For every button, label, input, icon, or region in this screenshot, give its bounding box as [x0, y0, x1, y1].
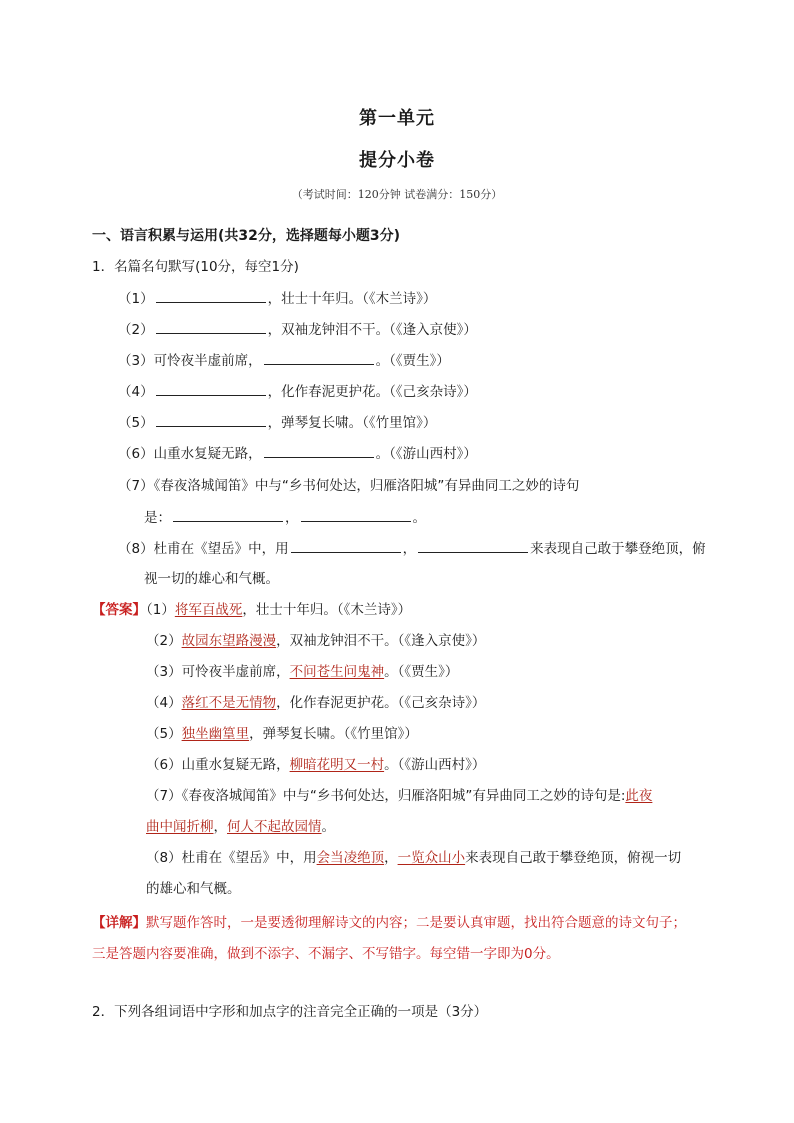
answer-line-8 — [146, 848, 681, 868]
answer-blank[interactable] — [301, 507, 411, 522]
answer-prefix: （5） — [146, 726, 182, 742]
answer-text: 不问苍生问鬼神 — [289, 664, 385, 680]
item-suffix: 来表现自己敢于攀登绝顶，俯 — [530, 541, 706, 557]
answer-suffix: ，双袖龙钟泪不干。（《逢入京使》） — [276, 633, 486, 649]
answer-text: 独坐幽篁里 — [181, 726, 250, 742]
detail-line-1 — [92, 913, 686, 933]
answer-prefix: （8）杜甫在《望岳》中，用 — [146, 850, 317, 866]
item-prefix: （4） — [118, 384, 154, 400]
answer-text: 曲中闻折柳 — [146, 819, 214, 835]
q1-item-5 — [118, 412, 436, 433]
answer-separator: ， — [213, 819, 227, 835]
item-suffix: 。（《游山西村》） — [375, 446, 477, 462]
item-prefix: （3）可怜夜半虚前席， — [118, 353, 262, 369]
q1-item-8-line1 — [118, 538, 706, 559]
answer-text: 此夜 — [625, 788, 653, 804]
answer-text: 故园东望路漫漫 — [181, 633, 277, 649]
answer-suffix: ，壮士十年归。（《木兰诗》） — [242, 602, 412, 618]
answer-text: 一览众山小 — [397, 850, 466, 866]
q1-item-2 — [118, 319, 477, 340]
answer-line-1 — [92, 600, 411, 620]
answer-suffix: 。（《贾生》） — [384, 664, 459, 680]
item-suffix: ，化作春泥更护花。（《己亥杂诗》） — [267, 384, 477, 400]
item-prefix: （2） — [118, 322, 154, 338]
answer-suffix: 。（《游山西村》） — [384, 757, 486, 773]
item-suffix: 。 — [412, 510, 426, 526]
item-prefix: 是： — [144, 510, 171, 526]
answer-line-5 — [146, 724, 418, 744]
answer-suffix: 。 — [321, 819, 335, 835]
item-prefix: （1） — [118, 291, 154, 307]
answer-text: 何人不起故园情 — [227, 819, 322, 835]
question-1-stem: 1．名篇名句默写(10分，每空1分) — [92, 259, 299, 275]
answer-blank[interactable] — [264, 443, 374, 458]
answer-prefix: （1） — [146, 602, 175, 618]
answer-suffix: ，弹琴复长啸。（《竹里馆》） — [249, 726, 418, 742]
detail-tag: 【详解】 — [92, 915, 146, 931]
answer-blank[interactable] — [264, 350, 374, 365]
q1-item-3 — [118, 350, 450, 371]
answer-suffix: 来表现自己敢于攀登绝顶，俯视一切 — [465, 850, 682, 866]
item-suffix: ，弹琴复长啸。（《竹里馆》） — [267, 415, 437, 431]
q1-item-7-line2 — [144, 507, 426, 528]
answer-text: 落红不是无情物 — [181, 695, 277, 711]
answer-text: 将军百战死 — [174, 602, 243, 618]
q1-item-7-line1: （7）《春夜洛城闻笛》中与“乡书何处达，归雁洛阳城”有异曲同工之妙的诗句 — [118, 478, 580, 494]
answer-separator: ， — [384, 850, 398, 866]
answer-tag: 【答案】 — [92, 602, 146, 618]
section-heading: 一、语言积累与运用(共32分，选择题每小题3分) — [92, 228, 401, 244]
answer-prefix: （3）可怜夜半虚前席， — [146, 664, 290, 680]
detail-text: 默写题作答时，一是要透彻理解诗文的内容；二是要认真审题，找出符合题意的诗文句子； — [146, 915, 686, 931]
item-suffix: ，壮士十年归。（《木兰诗》） — [267, 291, 437, 307]
item-prefix: （5） — [118, 415, 154, 431]
item-separator: ， — [285, 510, 299, 526]
item-suffix: ，双袖龙钟泪不干。（《逢入京使》） — [267, 322, 477, 338]
answer-line-6 — [146, 755, 485, 775]
unit-title: 第一单元 — [359, 108, 435, 129]
answer-line-4 — [146, 693, 485, 713]
answer-line-8b: 的雄心和气概。 — [146, 881, 241, 897]
answer-prefix: （6）山重水复疑无路， — [146, 757, 290, 773]
answer-text: 会当凌绝顶 — [316, 850, 385, 866]
answer-blank[interactable] — [418, 538, 528, 553]
answer-line-7 — [146, 786, 652, 806]
q1-item-6 — [118, 443, 477, 464]
exam-info: （考试时间：120分钟 试卷满分：150分） — [291, 188, 503, 201]
detail-line-2: 三是答题内容要准确，做到不添字、不漏字、不写错字。每空错一字即为0分。 — [92, 946, 560, 962]
q1-item-4 — [118, 381, 477, 402]
answer-blank[interactable] — [156, 381, 266, 396]
answer-suffix: ，化作春泥更护花。（《己亥杂诗》） — [276, 695, 486, 711]
q1-item-8-line2: 视一切的雄心和气概。 — [144, 571, 279, 587]
answer-blank[interactable] — [291, 538, 401, 553]
item-separator: ， — [402, 541, 417, 557]
q1-item-1 — [118, 288, 436, 309]
item-prefix: （8）杜甫在《望岳》中，用 — [118, 541, 289, 557]
paper-title: 提分小卷 — [359, 150, 435, 171]
answer-blank[interactable] — [156, 288, 266, 303]
answer-line-3 — [146, 662, 458, 682]
answer-text: 柳暗花明又一村 — [289, 757, 385, 773]
answer-blank[interactable] — [156, 319, 266, 334]
item-prefix: （6）山重水复疑无路， — [118, 446, 262, 462]
answer-blank[interactable] — [156, 412, 266, 427]
answer-blank[interactable] — [173, 507, 283, 522]
answer-line-2 — [146, 631, 485, 651]
answer-prefix: （7）《春夜洛城闻笛》中与“乡书何处达，归雁洛阳城”有异曲同工之妙的诗句是: — [146, 788, 626, 804]
answer-prefix: （2） — [146, 633, 182, 649]
answer-prefix: （4） — [146, 695, 182, 711]
item-suffix: 。（《贾生》） — [375, 353, 450, 369]
question-2-stem: 2．下列各组词语中字形和加点字的注音完全正确的一项是（3分） — [92, 1004, 488, 1020]
answer-line-7b — [146, 817, 335, 837]
